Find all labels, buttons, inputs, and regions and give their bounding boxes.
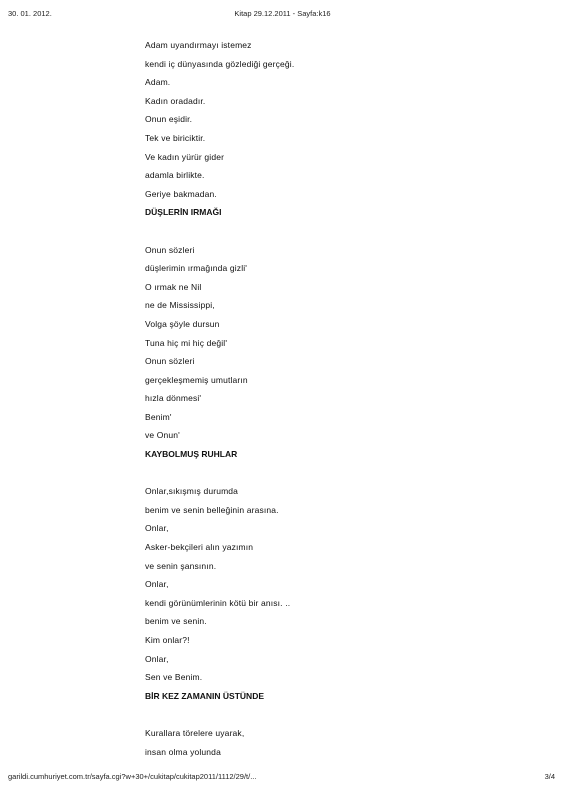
poem-title: DÜŞLERİN IRMAĞI [145, 207, 222, 218]
poem-line: Kim onlar?! [145, 635, 190, 645]
source-url: garildi.cumhuriyet.com.tr/sayfa.cgi?w+30+/cukitap/cukitap2011/1112/29/t/... [8, 772, 257, 781]
poem-line: Asker-bekçileri alın yazımın [145, 542, 254, 553]
page-header [0, 9, 565, 21]
poem-line: benim ve senin. [145, 616, 207, 627]
document-body [145, 36, 525, 761]
poem-line: Sen ve Benim. [145, 672, 203, 683]
poem-kaybolmus-ruhlar [145, 445, 525, 687]
poem-line: Ve kadın yürür gider [145, 151, 225, 162]
poem-line: Kadın oradadır. [145, 95, 206, 106]
page-title: Kitap 29.12.2011 - Sayfa:k16 [234, 9, 331, 18]
page-footer [0, 772, 565, 784]
poem-bir-kez-zamanin-ustunde [145, 687, 525, 761]
poem-line: Onlar, [145, 579, 169, 590]
poem-title: BİR KEZ ZAMANIN ÜSTÜNDE [145, 690, 264, 701]
poem-line: Onlar,sıkışmış durumda [145, 486, 239, 497]
poem-line: Tek ve biriciktir. [145, 132, 206, 143]
poem-continuation [145, 36, 525, 203]
poem-line: ve senin şansının. [145, 560, 217, 571]
print-date: 30. 01. 2012. [8, 9, 52, 18]
poem-line: Onun sözleri [145, 356, 195, 367]
poem-line: ve Onun' [145, 430, 180, 441]
poem-line: Geriye bakmadan. [145, 188, 217, 199]
poem-line: Adam. [145, 77, 171, 88]
poem-line: insan olma yolunda [145, 746, 221, 757]
poem-line: Onun sözleri [145, 244, 195, 255]
poem-line: Onun eşidir. [145, 114, 193, 125]
poem-line: gerçekleşmemiş umutların [145, 374, 248, 385]
poem-line: Benim' [145, 411, 172, 422]
poem-line: Adam uyandırmayı istemez [145, 40, 252, 50]
poem-line: hızla dönmesi' [145, 393, 202, 404]
poem-line: düşlerimin ırmağında gizli' [145, 263, 248, 274]
poem-line: benim ve senin belleğinin arasına. [145, 504, 279, 515]
poem-line: O ırmak ne Nil [145, 281, 202, 292]
poem-line: adamla birlikte. [145, 170, 205, 181]
page-number: 3/4 [544, 772, 555, 781]
poem-line: Onlar, [145, 653, 169, 664]
poem-line: kendi iç dünyasında gözlediği gerçeği. [145, 58, 295, 69]
poem-title: KAYBOLMUŞ RUHLAR [145, 449, 238, 460]
poem-line: kendi görünümlerinin kötü bir anısı. .. [145, 597, 291, 608]
poem-line: Onlar, [145, 523, 169, 534]
poem-line: Tuna hiç mi hiç değil' [145, 337, 228, 348]
poem-line: ne de Mississippi, [145, 300, 215, 311]
poem-dusler-irmagi [145, 203, 525, 445]
poem-line: Kurallara törelere uyarak, [145, 727, 245, 738]
poem-line: Volga şöyle dursun [145, 318, 220, 329]
